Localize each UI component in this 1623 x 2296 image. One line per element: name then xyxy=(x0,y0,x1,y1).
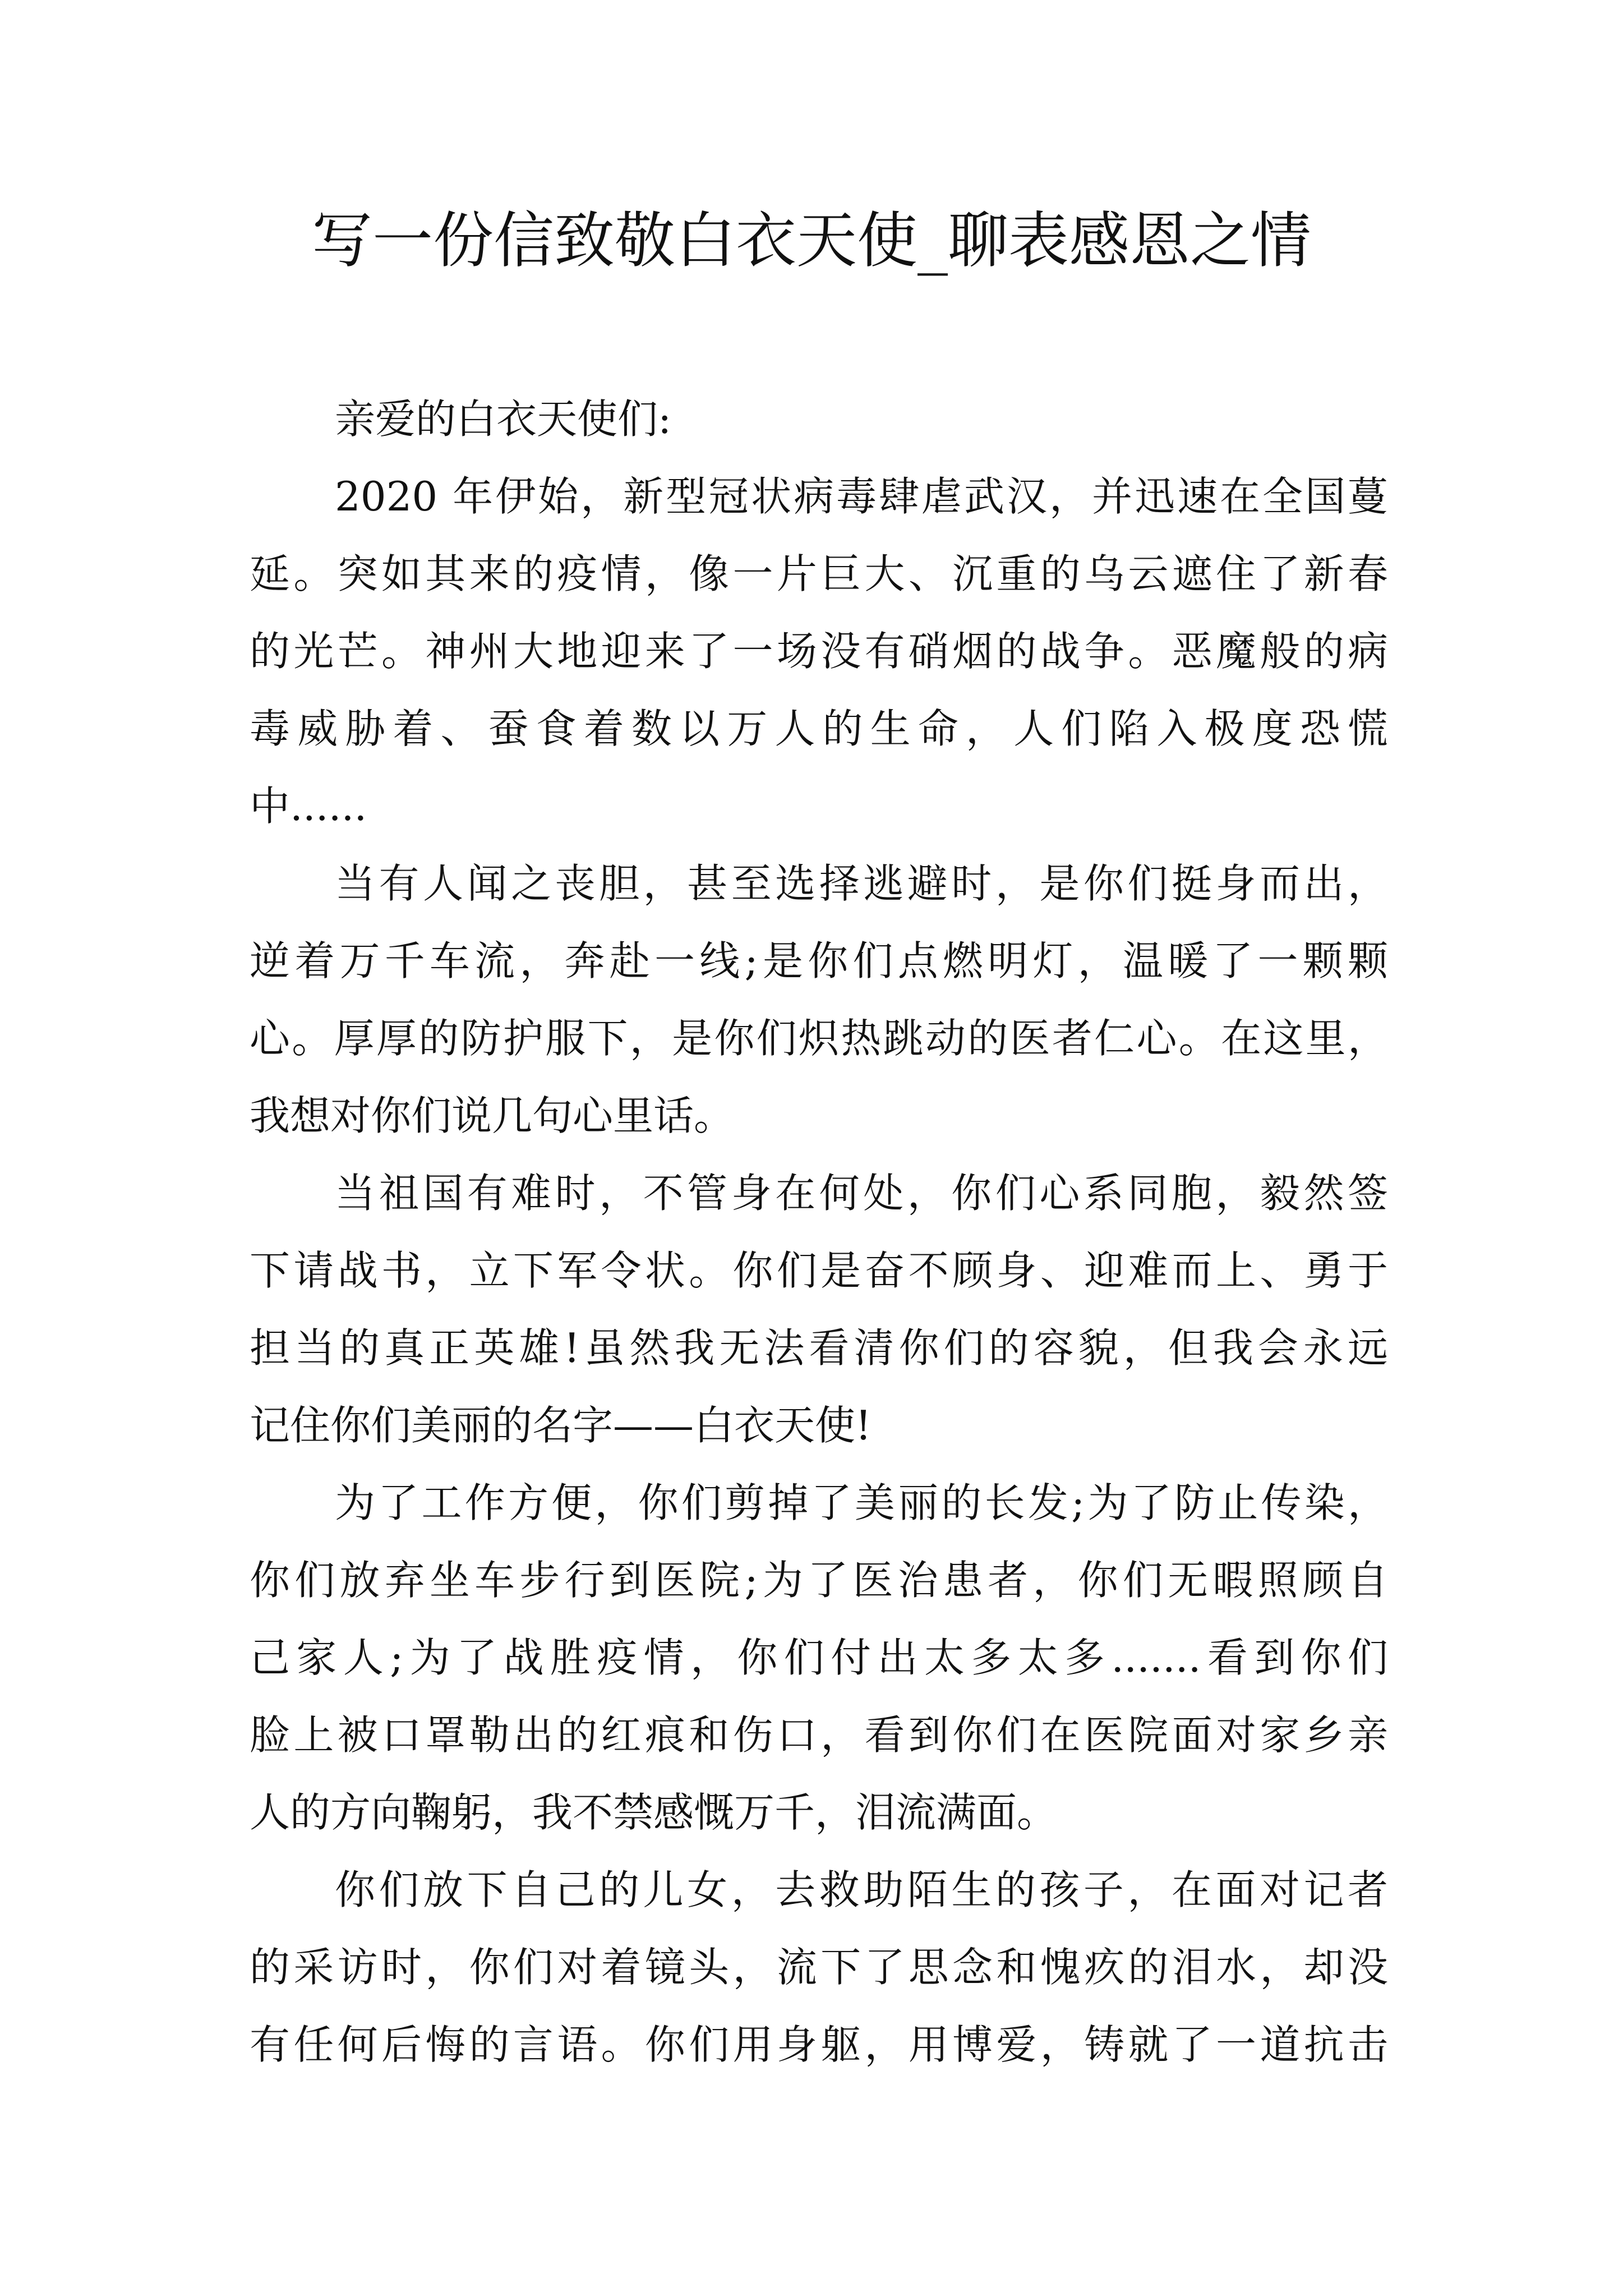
paragraph-4-line: 人的方向鞠躬，我不禁感慨万千，泪流满面。 xyxy=(250,1789,1058,1836)
paragraph-1-line: 延。突如其来的疫情，像一片巨大、沉重的乌云遮住了新春 xyxy=(250,550,1388,597)
paragraph-1-line: 的光芒。神州大地迎来了一场没有硝烟的战争。恶魔般的病 xyxy=(250,628,1388,675)
paragraph-4-line: 为了工作方便，你们剪掉了美丽的长发;为了防止传染， xyxy=(335,1479,1388,1526)
paragraph-2-line: 心。厚厚的防护服下，是你们炽热跳动的医者仁心。在这里， xyxy=(250,1015,1388,1062)
paragraph-5-line: 你们放下自己的儿女，去救助陌生的孩子，在面对记者 xyxy=(335,1866,1388,1913)
paragraph-2-line: 当有人闻之丧胆，甚至选择逃避时，是你们挺身而出， xyxy=(335,860,1388,907)
paragraph-4-line: 己家人;为了战胜疫情，你们付出太多太多.......看到你们 xyxy=(250,1634,1388,1681)
paragraph-1-line: 中...... xyxy=(250,783,367,830)
paragraph-3-line: 当祖国有难时，不管身在何处，你们心系同胞，毅然签 xyxy=(335,1170,1388,1217)
paragraph-5-line: 的采访时，你们对着镜头，流下了思念和愧疚的泪水，却没 xyxy=(250,1944,1388,1991)
letter-body xyxy=(250,380,1388,2083)
paragraph-5-line: 有任何后悔的言语。你们用身躯，用博爱，铸就了一道抗击 xyxy=(250,2021,1388,2068)
salutation-line: 亲爱的白衣天使们: xyxy=(335,395,672,443)
paragraph-4-line: 脸上被口罩勒出的红痕和伤口，看到你们在医院面对家乡亲 xyxy=(250,1711,1388,1759)
paragraph-1-line: 毒威胁着、蚕食着数以万人的生命，人们陷入极度恐慌 xyxy=(250,705,1388,752)
paragraph-2-line: 逆着万千车流，奔赴一线;是你们点燃明灯，温暖了一颗颗 xyxy=(250,937,1388,984)
paragraph-4-line: 你们放弃坐车步行到医院;为了医治患者，你们无暇照顾自 xyxy=(250,1557,1388,1604)
paragraph-3-line: 下请战书，立下军令状。你们是奋不顾身、迎难而上、勇于 xyxy=(250,1247,1388,1294)
paragraph-1-line: 2020 年伊始，新型冠状病毒肆虐武汉，并迅速在全国蔓 xyxy=(335,473,1388,520)
document-title: 写一份信致敬白衣天使_聊表感恩之情 xyxy=(311,206,1311,276)
paragraph-3-line: 担当的真正英雄!虽然我无法看清你们的容貌，但我会永远 xyxy=(250,1324,1388,1372)
paragraph-3-line: 记住你们美丽的名字——白衣天使! xyxy=(250,1402,872,1449)
paragraph-2-line: 我想对你们说几句心里话。 xyxy=(250,1092,735,1139)
